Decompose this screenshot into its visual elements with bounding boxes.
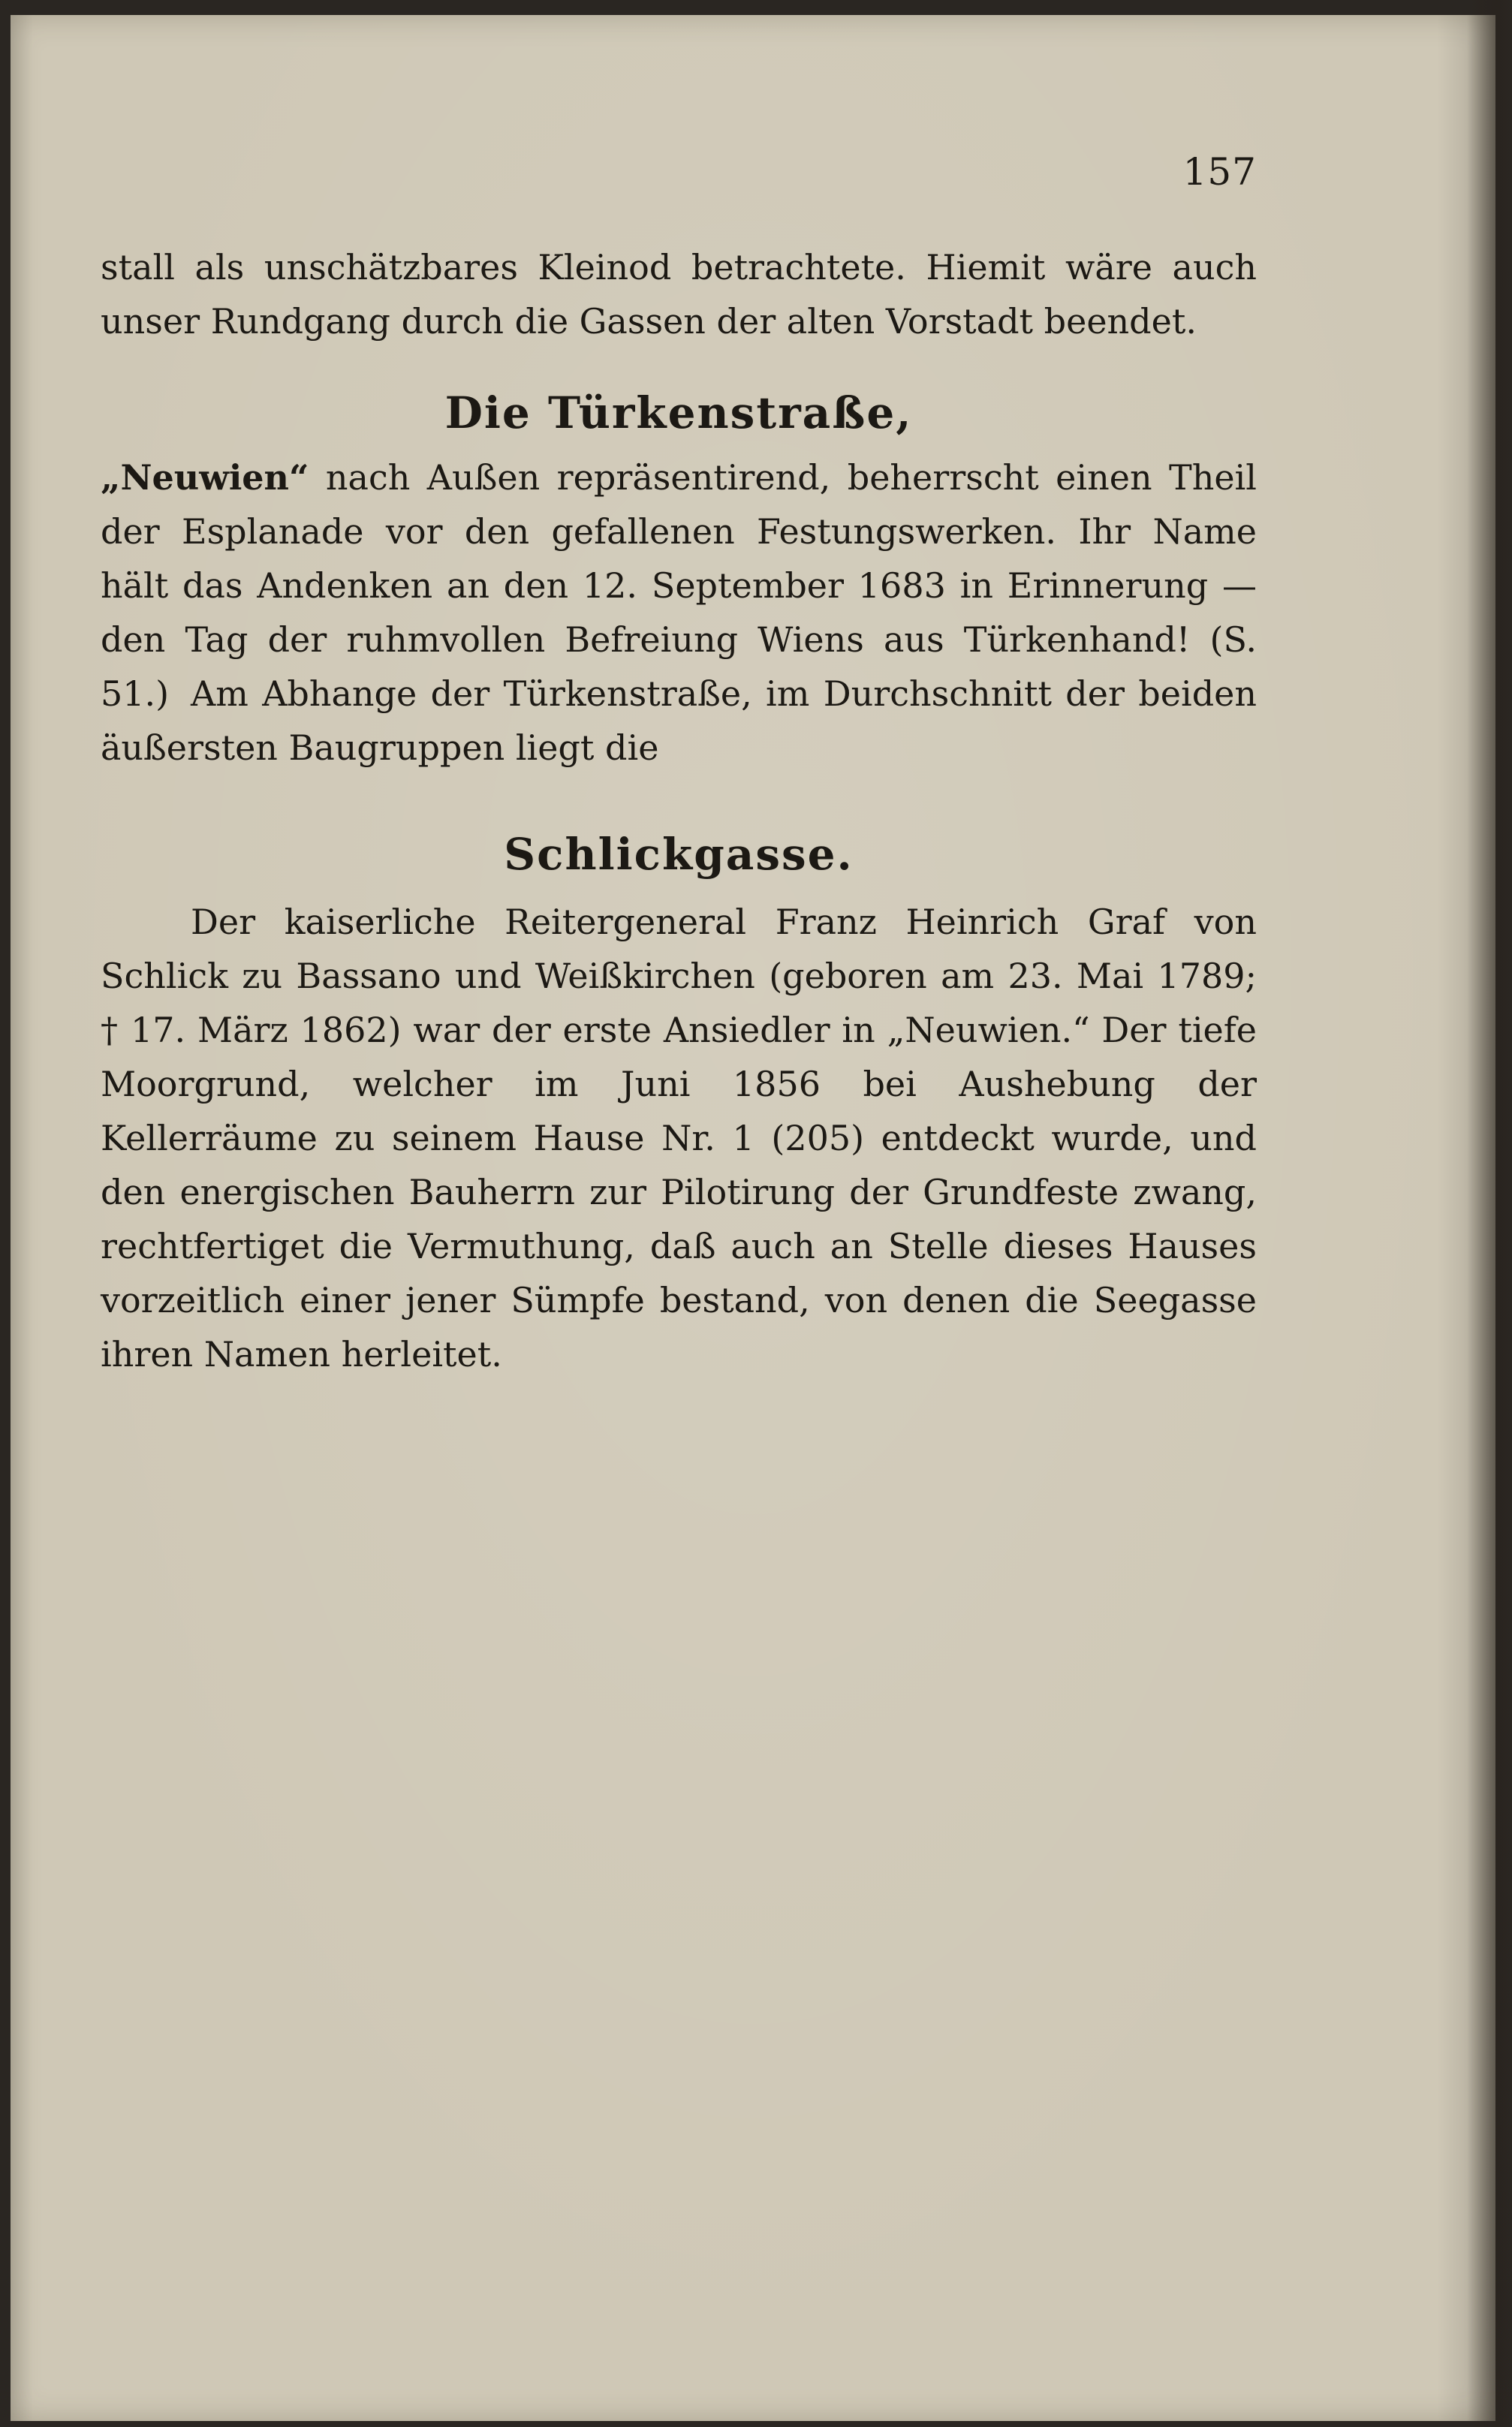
paragraph-abhang: Am Abhange der Türkenstraße, im Durchschnitt der beiden äußersten Baugruppen liegt die: [101, 673, 1257, 768]
paragraph-tuerkenstrasse-body: nach Außen repräsentirend, beherrscht einen Theil der Esplanade vor den gefallenen Festungswerken. Ihr Name hält das Andenken an den 12. September 1683 in Erinnerung — den Tag der ruhmvollen Befreiung Wiens aus Türkenhand! (S. 51.): [101, 457, 1257, 714]
paragraph-lead-neuwien: „Neuwien“: [101, 457, 309, 498]
paragraph-vorstadt-end: stall als unschätzbares Kleinod betrachtete. Hiemit wäre auch unser Rundgang durch die Gassen der alten Vorstadt beendet.: [101, 247, 1257, 342]
paragraph-schlickgasse: Der kaiserliche Reitergeneral Franz Heinrich Graf von Schlick zu Bassano und Weißkirchen (geboren am 23. Mai 1789; † 17. März 1862) war der erste Ansiedler in „Neuwien.“ Der tiefe Moorgrund, welcher im Juni 1856 bei Aushebung der Kellerräume zu seinem Hause Nr. 1 (205) entdeckt wurde, und den energischen Bauherrn zur Pilotirung der Grundfeste zwang, rechtfertiget die Vermuthung, daß auch an Stelle dieses Hauses vorzeitlich einer jener Sümpfe bestand, von denen die Seegasse ihren Namen herleitet.: [101, 902, 1257, 1375]
section-heading-tuerkenstrasse: Die Türkenstraße,: [444, 387, 913, 438]
book-page: [11, 15, 1495, 2421]
book-gutter-shadow: [1467, 0, 1512, 2427]
section-heading-schlickgasse: Schlickgasse.: [504, 829, 854, 880]
page-number: 157: [1182, 150, 1257, 194]
